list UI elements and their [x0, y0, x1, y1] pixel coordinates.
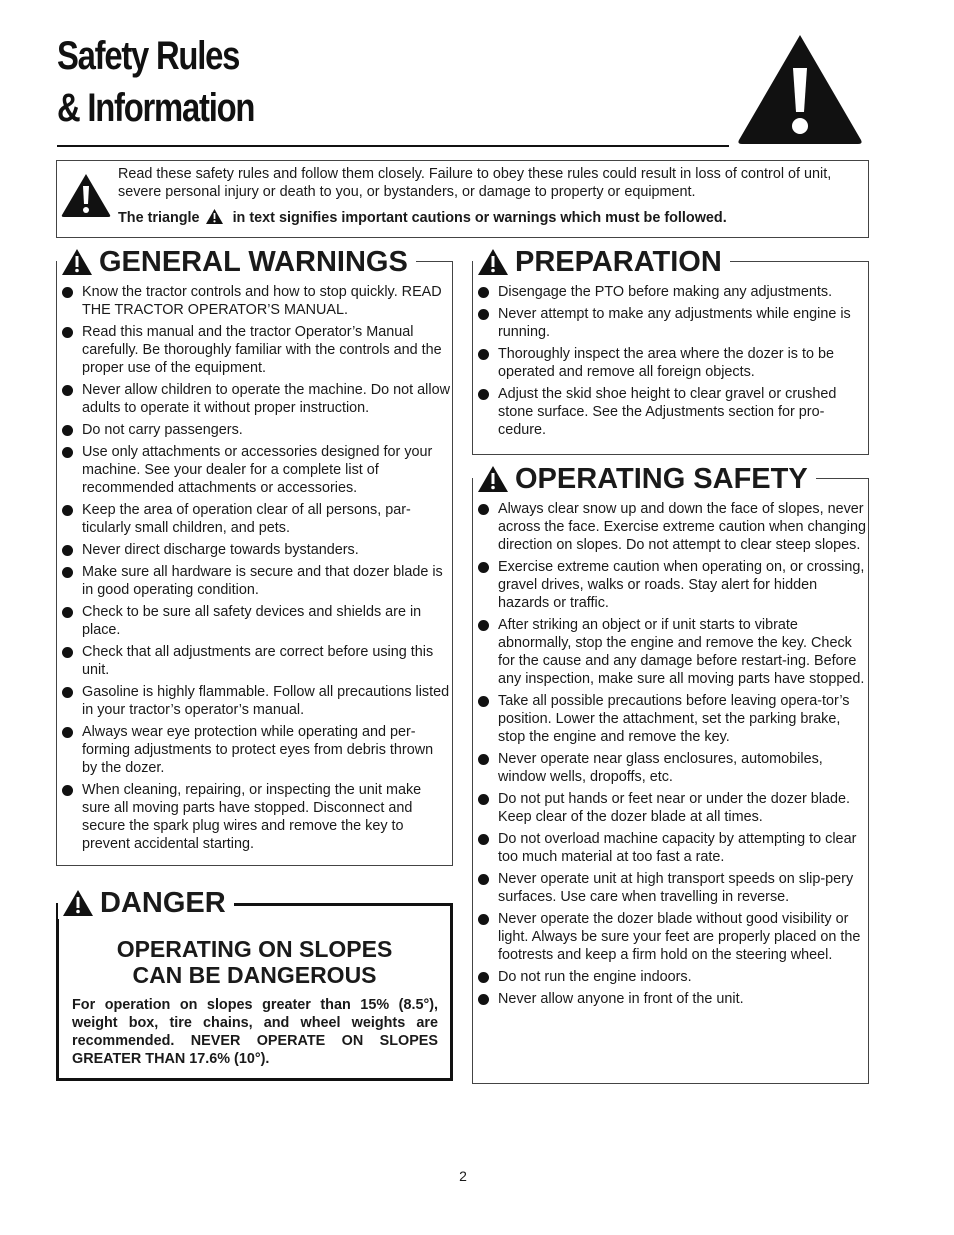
list-item: [57, 323, 451, 377]
list-item: [57, 563, 451, 599]
warning-triangle-icon: [477, 465, 509, 493]
bullet-dot-icon: [478, 994, 489, 1005]
list-item: [473, 790, 867, 826]
bullet-dot-icon: [62, 425, 73, 436]
list-item-text: Read this manual and the tractor Operator’s Manual carefully. Be thoroughly familiar with the controls and the proper use of the equipment.: [82, 324, 442, 376]
intro-text: Read these safety rules and follow them closely. Failure to obey these rules could result in loss of control of unit, severe personal injury or death to you, or bystanders, or damage to property or equipment.: [118, 166, 832, 200]
list-item-text: Gasoline is highly flammable. Follow all precautions listed in your tractor’s operator’s manual.: [82, 684, 450, 718]
bullet-dot-icon: [478, 696, 489, 707]
list-item: [57, 443, 451, 497]
intro-notice: [56, 160, 869, 238]
warning-triangle-icon: [61, 248, 93, 276]
title-line-2: & Information: [57, 86, 255, 130]
list-item-text: Check to be sure all safety devices and shields are in place.: [82, 604, 422, 638]
list-item-text: Make sure all hardware is secure and that dozer blade is in good operating condition.: [82, 564, 443, 598]
title-rule: [57, 145, 729, 147]
danger-subheading-line-2: CAN BE DANGEROUS: [132, 962, 377, 988]
list-item-text: Never allow children to operate the machine. Do not allow adults to operate it without proper instruction.: [82, 382, 450, 416]
bullet-dot-icon: [478, 309, 489, 320]
list-item-text: Thoroughly inspect the area where the dozer is to be operated and remove all foreign objects.: [498, 346, 834, 380]
list-item-text: Disengage the PTO before making any adjustments.: [498, 284, 833, 300]
bullet-dot-icon: [478, 874, 489, 885]
triangle-note-before: The triangle: [118, 210, 200, 226]
bullet-dot-icon: [478, 754, 489, 765]
bullet-dot-icon: [478, 972, 489, 983]
list-item-text: Never direct discharge towards bystanders.: [82, 542, 359, 558]
list-item-text: Never operate unit at high transport speeds on slip-pery surfaces. Use care when travelling in reverse.: [498, 871, 854, 905]
list-item: [473, 750, 867, 786]
title-line-1: Safety Rules: [57, 34, 240, 78]
warning-triangle-icon: [736, 32, 864, 146]
general-warnings-list: [57, 283, 451, 857]
list-item-text: After striking an object or if unit starts to vibrate abnormally, stop the engine and remove the key. Check for the cause and any damage before restart-ing. Before any inspection, make sure all moving parts have stopped.: [498, 617, 865, 687]
list-item: [57, 723, 451, 777]
list-item: [473, 500, 867, 554]
list-item-text: Never operate near glass enclosures, automobiles, window wells, dropoffs, etc.: [498, 751, 823, 785]
bullet-dot-icon: [478, 794, 489, 805]
list-item-text: Keep the area of operation clear of all persons, par-ticularly small children, and pets.: [82, 502, 411, 536]
list-item: [57, 781, 451, 853]
bullet-dot-icon: [478, 504, 489, 515]
page-title: [57, 30, 254, 134]
list-item: [473, 692, 867, 746]
general-warnings-heading: [57, 246, 416, 278]
list-item: [57, 381, 451, 417]
list-item-text: Never attempt to make any adjustments while engine is running.: [498, 306, 851, 340]
list-item: [473, 830, 867, 866]
list-item-text: When cleaning, repairing, or inspecting the unit make sure all moving parts have stopped. Disconnect and secure the spark plug wires and remove the key to prevent accidental starting.: [82, 782, 422, 852]
bullet-dot-icon: [62, 327, 73, 338]
list-item-text: Always wear eye protection while operating and per-forming adjustments to protect eyes from debris thrown by the dozer.: [82, 724, 434, 776]
list-item: [57, 541, 451, 559]
operating-safety-title: OPERATING SAFETY: [515, 463, 808, 495]
bullet-dot-icon: [62, 287, 73, 298]
list-item-text: Take all possible precautions before leaving opera-tor’s position. Lower the attachment, set the parking brake, stop the engine and remove the key.: [498, 693, 850, 745]
list-item: [57, 283, 451, 319]
list-item-text: Check that all adjustments are correct before using this unit.: [82, 644, 434, 678]
list-item: [473, 345, 867, 381]
list-item-text: Exercise extreme caution when operating on, or crossing, gravel drives, walks or roads. Stay alert for hidden hazards or traffic.: [498, 559, 865, 611]
preparation-title: PREPARATION: [515, 246, 722, 278]
list-item-text: Do not put hands or feet near or under the dozer blade. Keep clear of the dozer blade at all times.: [498, 791, 851, 825]
list-item-text: Never operate the dozer blade without good visibility or light. Always be sure your feet are properly placed on the footrests and keep a firm hold on the steering wheel.: [498, 911, 861, 963]
bullet-dot-icon: [478, 389, 489, 400]
warning-triangle-icon: [61, 173, 111, 217]
list-item-text: Know the tractor controls and how to stop quickly. READ THE TRACTOR OPERATOR’S MANUAL.: [82, 284, 442, 318]
list-item: [57, 421, 451, 439]
list-item: [57, 683, 451, 719]
danger-text: For operation on slopes greater than 15% (8.5°), weight box, tire chains, and wheel weights are recommended. NEVER OPERATE ON SLOPES GREATER THAN 17.6% (10°).: [72, 997, 438, 1067]
list-item: [57, 603, 451, 639]
danger-subheading-line-1: OPERATING ON SLOPES: [116, 936, 393, 962]
list-item: [57, 501, 451, 537]
preparation-list: [473, 283, 867, 443]
bullet-dot-icon: [478, 914, 489, 925]
warning-triangle-icon: [62, 889, 94, 917]
list-item: [473, 870, 867, 906]
triangle-note: [118, 209, 727, 227]
bullet-dot-icon: [478, 834, 489, 845]
list-item-text: Never allow anyone in front of the unit.: [498, 991, 744, 1007]
list-item-text: Do not carry passengers.: [82, 422, 243, 438]
bullet-dot-icon: [62, 567, 73, 578]
danger-subheading: [56, 936, 453, 988]
bullet-dot-icon: [62, 785, 73, 796]
bullet-dot-icon: [478, 349, 489, 360]
list-item: [473, 968, 867, 986]
bullet-dot-icon: [62, 687, 73, 698]
bullet-dot-icon: [478, 620, 489, 631]
bullet-dot-icon: [62, 385, 73, 396]
list-item-text: Use only attachments or accessories designed for your machine. See your dealer for a complete list of recommended attachments or accessories.: [82, 444, 433, 496]
preparation-heading: [473, 246, 730, 278]
page-number: 2: [459, 1168, 467, 1184]
bullet-dot-icon: [478, 287, 489, 298]
list-item-text: Always clear snow up and down the face of slopes, never across the face. Exercise extreme caution when changing direction on slopes. Do not attempt to clear steep slopes.: [498, 501, 866, 553]
list-item: [473, 910, 867, 964]
danger-heading: [58, 887, 234, 919]
warning-triangle-icon: [206, 209, 223, 224]
bullet-dot-icon: [62, 505, 73, 516]
operating-safety-list: [473, 500, 867, 1012]
list-item: [473, 558, 867, 612]
triangle-note-after: in text signifies important cautions or warnings which must be followed.: [232, 210, 727, 226]
bullet-dot-icon: [62, 727, 73, 738]
list-item-text: Do not run the engine indoors.: [498, 969, 692, 985]
list-item: [473, 616, 867, 688]
bullet-dot-icon: [62, 647, 73, 658]
list-item: [473, 283, 867, 301]
bullet-dot-icon: [62, 607, 73, 618]
list-item: [473, 385, 867, 439]
list-item: [473, 990, 867, 1008]
list-item-text: Adjust the skid shoe height to clear gravel or crushed stone surface. See the Adjustments section for pro-cedure.: [498, 386, 837, 438]
bullet-dot-icon: [478, 562, 489, 573]
list-item: [57, 643, 451, 679]
list-item: [473, 305, 867, 341]
bullet-dot-icon: [62, 447, 73, 458]
operating-safety-heading: [473, 463, 816, 495]
bullet-dot-icon: [62, 545, 73, 556]
warning-triangle-icon: [477, 248, 509, 276]
danger-title: DANGER: [100, 887, 226, 919]
general-warnings-title: GENERAL WARNINGS: [99, 246, 408, 278]
list-item-text: Do not overload machine capacity by attempting to clear too much material at too fast a rate.: [498, 831, 857, 865]
